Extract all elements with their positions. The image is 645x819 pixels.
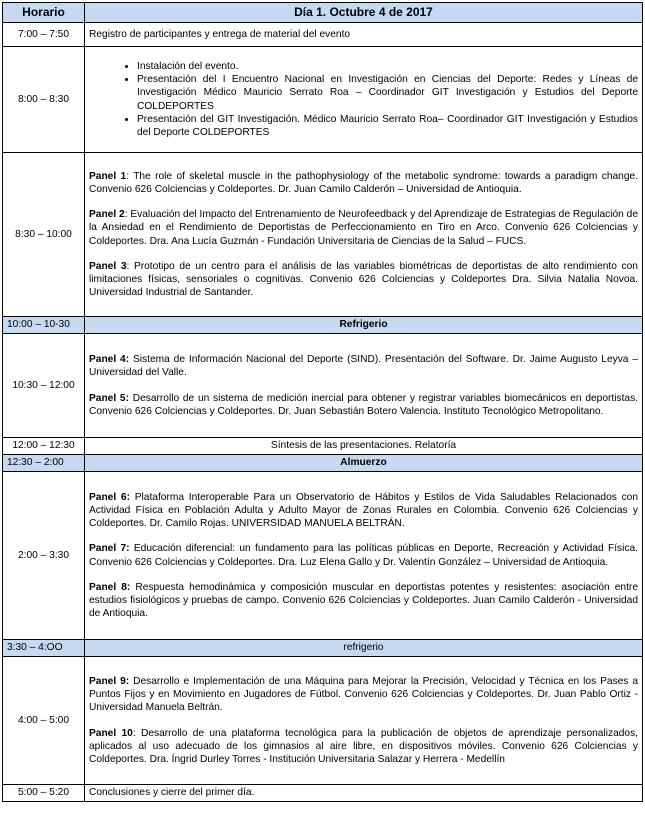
activity-cell — [85, 153, 643, 317]
break-row — [3, 317, 643, 334]
table-row — [3, 472, 643, 640]
panel-entry — [89, 170, 638, 196]
panel-entry — [89, 491, 638, 531]
break-label: Refrigerio — [85, 317, 643, 334]
panel-text: : Desarrollo de una plataforma tecnológica para la publicación de objetos de aprendizaje personalizados, aplicados al uso adecuado de los gimnasios al aire libre, en dispositivos móviles. Convenio 626 Colciencias y Coldeportes. Dra. Íngrid Durley Torres - Institución Universitaria Salazar y Herrera - Medellín — [89, 727, 638, 765]
activity-cell — [85, 472, 643, 640]
time-cell: 5:00 – 5:20 — [3, 785, 85, 802]
time-cell: 4:00 – 5:00 — [3, 657, 85, 785]
break-label: refrigerio — [85, 640, 643, 657]
panel-entry — [89, 542, 638, 568]
time-cell: 12:00 – 12:30 — [3, 438, 85, 455]
activity-cell — [85, 47, 643, 153]
break-row — [3, 455, 643, 472]
list-item: • Presentación del GIT Investigación. Médico Mauricio Serrato Roa– Coordinador GIT Investigación y Estudios del Deporte COLDEPORTES — [137, 113, 638, 139]
panel-entry — [89, 675, 638, 715]
schedule-table — [2, 2, 643, 802]
table-row — [3, 153, 643, 317]
panel-label: Panel 8: — [89, 581, 131, 593]
panel-text: Educación diferencial: un fundamento para las políticas públicas en Deporte, Recreación y Actividad Física. Convenio 626 Colciencias y Coldeportes. Dra. Luz Elena Gallo y Dr. Valentín González – Universidad de Antioquia. — [89, 543, 638, 568]
panel-text: Desarrollo de un sistema de medición inercial para obtener y registrar variables biomecánicos en deportistas. Convenio 626 Colciencias y Coldeportes. Dr. Juan Sebastián Botero Valencia. Instituto Tecnológico Metropolitano. — [89, 392, 638, 417]
table-row — [3, 23, 643, 47]
panel-label: Panel 10 — [89, 727, 133, 739]
panel-label: Panel 6: — [89, 491, 130, 503]
table-row — [3, 438, 643, 455]
table-row — [3, 334, 643, 438]
bullet-list — [89, 60, 638, 139]
panel-entry — [89, 208, 638, 248]
time-cell: 10:30 – 12:00 — [3, 334, 85, 438]
panel-label: Panel 2 — [89, 209, 125, 221]
panel-entry — [89, 260, 638, 300]
panel-entry — [89, 581, 638, 621]
panel-text: : The role of skeletal muscle in the pathophysiology of the metabolic syndrome: towards a paradigm change. Convenio 626 Colciencias y Coldeportes. Dr. Juan Camilo Calderón – Universidad de Antioquia. — [89, 170, 638, 195]
time-cell: 10:00 – 10-30 — [3, 317, 85, 334]
panel-label: Panel 9: — [89, 675, 130, 687]
time-cell: 12:30 – 2:00 — [3, 455, 85, 472]
header-time: Horario — [3, 3, 85, 23]
activity-cell — [85, 334, 643, 438]
panel-text: : Prototipo de un centro para el análisis de las variables biométricas de deportistas de alto rendimiento con limitaciones físicas, sensoriales o cognitivas. Convenio 626 Colciencias y Coldeportes Dra. Silvia Natalia Novoa. Universidad Industrial de Santander. — [89, 260, 638, 299]
panel-label: Panel 1 — [89, 170, 127, 182]
activity-cell — [85, 657, 643, 785]
panel-entry — [89, 353, 638, 379]
panel-label: Panel 7: — [89, 543, 130, 555]
time-cell: 7:00 – 7:50 — [3, 23, 85, 47]
panel-text: Desarrollo e Implementación de una Máquina para Mejorar la Precisión, Velocidad y Técnica en los Pases a Puntos Fijos y en Movimiento en Jugadores de Fútbol. Convenio 626 Colciencias y Coldeportes. Dr. Juan Pablo Ortiz - Universidad Manuela Beltrán. — [89, 675, 638, 714]
panel-label: Panel 5: — [89, 392, 129, 404]
panel-entry — [89, 727, 638, 767]
panel-entry — [89, 392, 638, 418]
activity-cell: Conclusiones y cierre del primer día. — [85, 785, 643, 802]
break-label: Almuerzo — [85, 455, 643, 472]
table-row — [3, 785, 643, 802]
panel-text: : Evaluación del Impacto del Entrenamiento de Neurofeedback y del Aprendizaje de Estrategias de Regulación de la Ansiedad en el Rendimiento de Deportistas de Perfeccionamiento en Tiro en Arco. Convenio 626 Colciencias y Coldeportes. Dra. Ana Lucía Guzmán - Fundación Universitaria de Ciencias de la Salud – FUCS. — [89, 209, 638, 247]
list-item: • Presentación del I Encuentro Nacional en Investigación en Ciencias del Deporte: Redes y Líneas de Investigación Médico Mauricio Serrato Roa – Coordinador GIT Investigación y Estudios del Deporte COLDEPORTES — [137, 73, 638, 113]
time-cell: 8:30 – 10:00 — [3, 153, 85, 317]
break-row — [3, 640, 643, 657]
panel-label: Panel 3 — [89, 260, 127, 272]
panel-text: Respuesta hemodinámica y composición muscular en deportistas potentes y resistentes: asociación entre estudios fisiológicos y pruebas de campo. Convenio 626 Colciencias y Coldeportes. Juan Camilo Calderón - Universidad de Antioquia. — [89, 581, 638, 620]
header-day: Día 1. Octubre 4 de 2017 — [85, 3, 643, 23]
table-row — [3, 47, 643, 153]
time-cell: 8:00 – 8:30 — [3, 47, 85, 153]
table-row — [3, 657, 643, 785]
time-cell: 2:00 – 3:30 — [3, 472, 85, 640]
activity-cell: Registro de participantes y entrega de material del evento — [85, 23, 643, 47]
panel-label: Panel 4: — [89, 354, 130, 366]
time-cell: 3:30 – 4:OO — [3, 640, 85, 657]
activity-cell: Síntesis de las presentaciones. Relatoría — [85, 438, 643, 455]
header-row — [3, 3, 643, 23]
list-item: • Instalación del evento. — [137, 60, 638, 73]
panel-text: Plataforma Interoperable Para un Observatorio de Hábitos y Estilos de Vida Saludables Relacionados con Actividad Física en Población Adulta y Adulto Mayor de Zonas Rurales en Colombia. Convenio 626 Colciencias y Coldeportes. Dr. Camilo Rojas. UNIVERSIDAD MANUELA BELTRÁN. — [89, 491, 639, 530]
panel-text: Sistema de Información Nacional del Deporte (SIND). Presentación del Software. Dr. Jaime Augusto Leyva – Universidad del Valle. — [89, 354, 639, 379]
